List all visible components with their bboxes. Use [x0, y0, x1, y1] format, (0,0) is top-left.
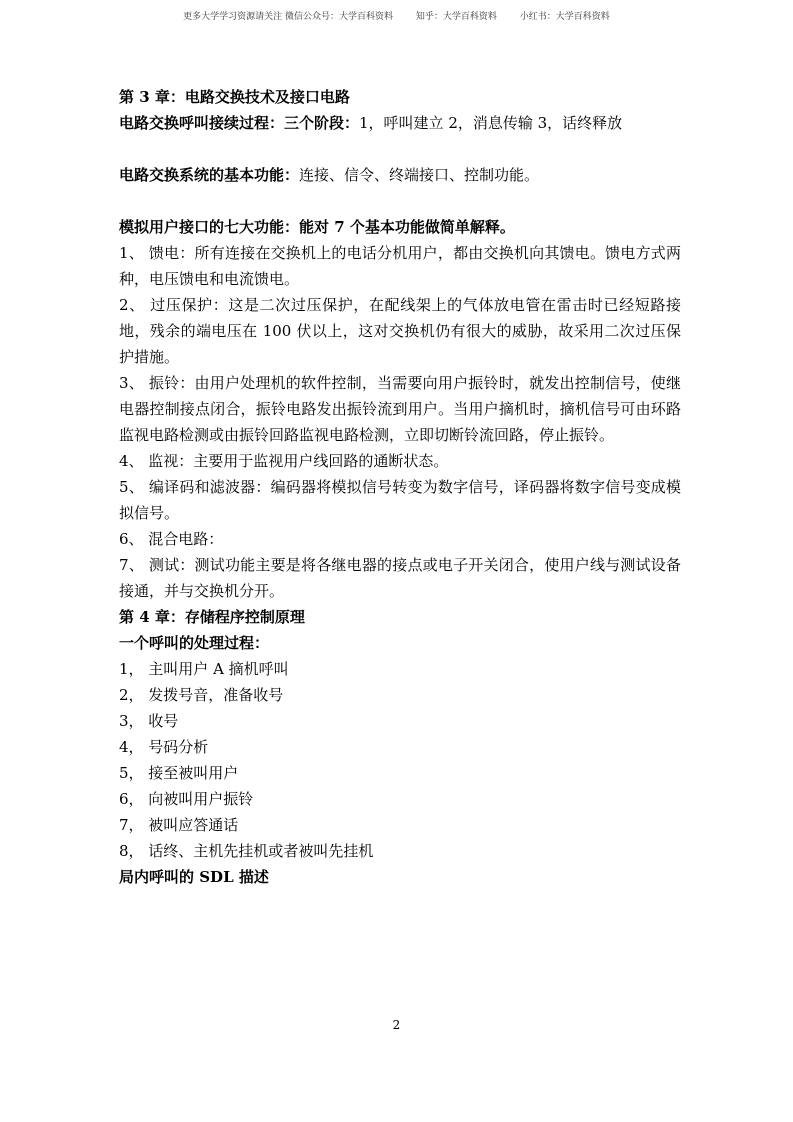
functions-label: 电路交换系统的基本功能：: [119, 166, 300, 184]
call-step-8: 8， 话终、主机先挂机或者被叫先挂机: [119, 842, 374, 860]
analog-item-1: 1、 馈电：所有连接在交换机上的电话分机用户，都由交换机向其馈电。馈电方式两种，电压馈电和电流馈电。: [119, 244, 681, 288]
blank-line: [119, 188, 681, 214]
document-body: [119, 84, 681, 890]
sdl-title: 局内呼叫的 SDL 描述: [119, 868, 269, 886]
analog-interface-title: 模拟用户接口的七大功能：能对 7 个基本功能做简单解释。: [119, 218, 515, 236]
call-step-4: 4， 号码分析: [119, 738, 209, 756]
page-header: 更多大学学习资源请关注 微信公众号：大学百科资料 知乎：大学百科资料 小红书：大学百科资料: [183, 12, 610, 22]
analog-item-2: 2、 过压保护：这是二次过压保护，在配线架上的气体放电管在雷击时已经短路接地，残余的端电压在 100 伏以上，这对交换机仍有很大的威胁，故采用二次过压保护措施。: [119, 296, 681, 366]
call-step-7: 7， 被叫应答通话: [119, 816, 239, 834]
call-step-2: 2， 发拨号音，准备收号: [119, 686, 284, 704]
analog-item-7: 7、 测试：测试功能主要是将各继电器的接点或电子开关闭合，使用户线与测试设备接通，并与交换机分开。: [119, 556, 681, 600]
call-step-5: 5， 接至被叫用户: [119, 764, 239, 782]
functions-text: 连接、信令、终端接口、控制功能。: [299, 166, 540, 184]
call-step-1: 1， 主叫用户 A 摘机呼叫: [119, 660, 289, 678]
call-step-3: 3， 收号: [119, 712, 179, 730]
page-number: 2: [392, 1018, 401, 1032]
stages-label: 电路交换呼叫接续过程：三个阶段：: [119, 114, 360, 132]
chapter4-title: 第 4 章：存储程序控制原理: [119, 608, 305, 626]
circuit-switching-stages: [119, 110, 681, 136]
analog-item-6: 6、 混合电路：: [119, 530, 224, 548]
blank-line: [119, 136, 681, 162]
basic-functions: [119, 162, 681, 188]
analog-item-5: 5、 编译码和滤波器：编码器将模拟信号转变为数字信号，译码器将数字信号变成模拟信号。: [119, 478, 681, 522]
call-step-6: 6， 向被叫用户振铃: [119, 790, 254, 808]
analog-item-4: 4、 监视：主要用于监视用户线回路的通断状态。: [119, 452, 449, 470]
stages-text: 1，呼叫建立 2，消息传输 3，话终释放: [359, 114, 623, 132]
chapter3-title: 第 3 章：电路交换技术及接口电路: [119, 88, 350, 106]
call-process-title: 一个呼叫的处理过程：: [119, 634, 270, 652]
analog-item-3: 3、 振铃：由用户处理机的软件控制，当需要向用户振铃时，就发出控制信号，使继电器控制接点闭合，振铃电路发出振铃流到用户。当用户摘机时，摘机信号可由环路监视电路检测或由振铃回路监视电路检测，立即切断铃流回路，停止振铃。: [119, 374, 681, 444]
